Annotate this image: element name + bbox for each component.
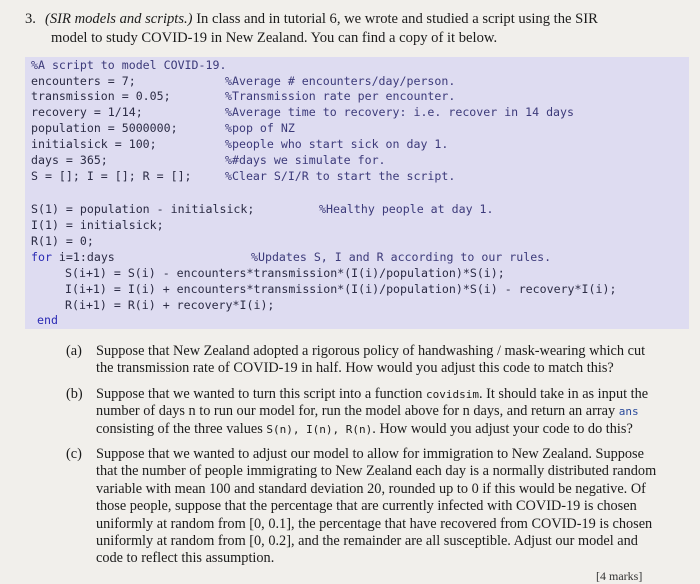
loop-line: S(i+1) = S(i) - encounters*transmission*(I(i)/population)*S(i); [65, 266, 505, 280]
code-line: days = 365; [31, 153, 108, 167]
part-text: . How would you adjust your code to do this? [372, 420, 633, 437]
code-for-line [31, 250, 115, 265]
part-label: (b) [66, 385, 83, 402]
part-text: Suppose that we wanted to turn this script into a function [96, 385, 426, 402]
part-text: Suppose that New Zealand adopted a rigorous policy of handwashing / mask-wearing which cut the transmission rate of COVID-19 in half. How would you adjust this code to match this? [96, 343, 646, 377]
code-line: I(1) = initialsick; [31, 218, 164, 232]
part-c [66, 446, 666, 568]
for-keyword: for [31, 250, 52, 264]
code-comment: %Transmission rate per encounter. [225, 89, 456, 103]
return-values: S(n), I(n), R(n) [266, 422, 373, 436]
question-title: (SIR models and scripts.) [45, 11, 193, 27]
part-label: (a) [66, 343, 82, 359]
code-comment: %#days we simulate for. [225, 153, 386, 167]
code-comment: %Average # encounters/day/person. [225, 74, 456, 88]
loop-line: I(i+1) = I(i) + encounters*transmission*(I(i)/population)*S(i) - recovery*I(i); [65, 282, 617, 296]
code-header-comment: %A script to model COVID-19. [31, 58, 227, 72]
part-text: . It should take in as input the number of days n to run our model for, run the model above for n days, and return an array [96, 385, 649, 420]
code-comment: %pop of NZ [225, 121, 295, 135]
code-line: encounters = 7; [31, 74, 136, 88]
marks-label: [4 marks] [596, 569, 643, 583]
part-a [66, 343, 666, 378]
loop-line: R(i+1) = R(i) + recovery*I(i); [65, 298, 275, 312]
part-text: Suppose that we wanted to adjust our model to allow for immigration to New Zealand. Suppose that the number of people immigrating to New Zealand each day is a normally distributed random variable with mean 100 and standard deviation 20, rounded up to 0 if this would be negative. Of those people, suppose that the percentage that are currently infected with COVID-19 is chosen uniformly at random from [0, 0.1], the percentage that have recovered from COVID-19 is chosen uniformly at random from [0, 0.2], and the remainder are all susceptible. Adjust our model and code to reflect this assumption. [96, 446, 657, 567]
code-line: population = 5000000; [31, 121, 178, 135]
code-comment: %Updates S, I and R according to our rules. [251, 250, 552, 264]
code-line: S = []; I = []; R = []; [31, 169, 192, 183]
question-parts [66, 343, 666, 576]
question-number: 3. [25, 11, 36, 27]
code-line: transmission = 0.05; [31, 89, 171, 103]
code-comment: %Average time to recovery: i.e. recover in 14 days [225, 105, 575, 119]
question-header [25, 10, 685, 48]
question-intro-line2: model to study COVID-19 in New Zealand. You can find a copy of it below. [51, 30, 498, 46]
code-line: recovery = 1/14; [31, 105, 143, 119]
function-name: covidsim [425, 387, 479, 401]
part-text: consisting of the three values [96, 420, 267, 437]
ans-variable: ans [618, 405, 639, 419]
code-line: S(1) = population - initialsick; [31, 202, 255, 216]
code-comment: %people who start sick on day 1. [225, 137, 449, 151]
code-block [25, 57, 689, 329]
question-intro-line1: In class and in tutorial 6, we wrote and studied a script using the SIR [192, 11, 598, 27]
part-b [66, 386, 666, 438]
part-label: (c) [66, 446, 82, 463]
code-comment: %Clear S/I/R to start the script. [225, 169, 456, 183]
code-line: initialsick = 100; [31, 137, 157, 151]
for-range: i=1:days [51, 250, 115, 264]
code-line: R(1) = 0; [31, 234, 94, 248]
end-keyword: end [37, 313, 58, 327]
code-comment: %Healthy people at day 1. [319, 202, 494, 216]
